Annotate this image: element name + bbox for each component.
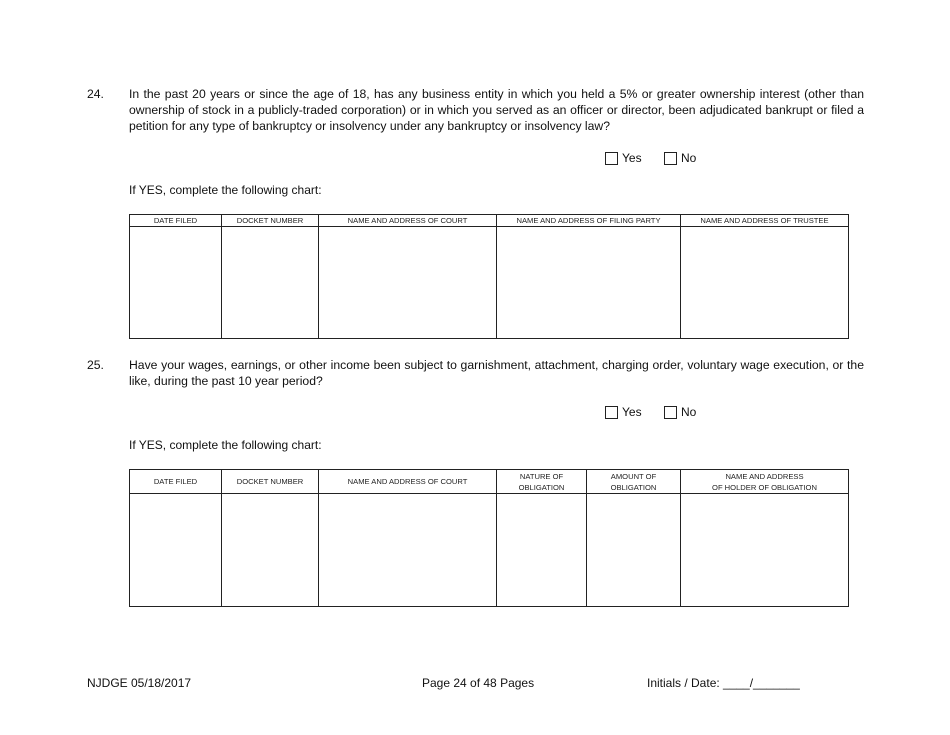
question-25-number: 25. [87,358,104,372]
question-24-if-yes-instruction: If YES, complete the following chart: [129,183,322,197]
table-row [130,227,849,339]
q25-cell-court[interactable] [319,494,497,607]
q24-cell-date-filed[interactable] [130,227,222,339]
q25-cell-docket-number[interactable] [222,494,319,607]
question-24-no-label: No [681,151,697,165]
question-24-chart [129,214,849,339]
question-24-yes-option[interactable] [605,151,642,165]
q25-cell-holder[interactable] [681,494,849,607]
q24-col-court: NAME AND ADDRESS OF COURT [319,215,497,227]
question-24-text: In the past 20 years or since the age of 18, has any business entity in which you held a 5% or greater ownership interest (other than ownership of stock in a publicly-traded corporation) or in which you served as an officer or director, been adjudicated bankrupt or filed a petition for any type of bankruptcy or insolvency under any bankruptcy or insolvency law? [129,87,864,133]
q25-col-court: NAME AND ADDRESS OF COURT [319,470,497,494]
question-25-no-label: No [681,405,697,419]
question-24 [0,86,950,136]
question-24-no-checkbox[interactable] [664,152,677,165]
question-25 [0,357,950,391]
q25-cell-date-filed[interactable] [130,494,222,607]
q24-cell-docket-number[interactable] [222,227,319,339]
q24-col-filing-party: NAME AND ADDRESS OF FILING PARTY [497,215,681,227]
footer-page-number: Page 24 of 48 Pages [422,676,535,690]
q25-col-amount-of-obligation: AMOUNT OF OBLIGATION [587,470,681,494]
q24-cell-filing-party[interactable] [497,227,681,339]
q24-cell-trustee[interactable] [681,227,849,339]
question-25-no-option[interactable] [664,405,696,419]
question-24-no-option[interactable] [664,151,696,165]
footer-form-id: NJDGE 05/18/2017 [87,676,192,690]
q24-col-docket-number: DOCKET NUMBER [222,215,319,227]
question-25-if-yes-instruction: If YES, complete the following chart: [129,438,322,452]
question-25-yes-option[interactable] [605,405,642,419]
q25-cell-amount[interactable] [587,494,681,607]
table-row [130,494,849,607]
q25-col-nature-of-obligation: NATURE OF OBLIGATION [497,470,587,494]
question-25-no-checkbox[interactable] [664,406,677,419]
question-25-yes-label: Yes [622,405,642,419]
q24-cell-court[interactable] [319,227,497,339]
question-25-text: Have your wages, earnings, or other income been subject to garnishment, attachment, charging order, voluntary wage execution, or the like, during the past 10 year period? [129,358,864,388]
q25-cell-nature[interactable] [497,494,587,607]
q25-col-docket-number: DOCKET NUMBER [222,470,319,494]
footer-initials-date: Initials / Date: ____/_______ [647,676,800,690]
q25-col-date-filed: DATE FILED [130,470,222,494]
question-24-yes-checkbox[interactable] [605,152,618,165]
question-25-chart [129,469,849,607]
question-24-number: 24. [87,87,104,101]
q24-col-date-filed: DATE FILED [130,215,222,227]
question-25-yes-checkbox[interactable] [605,406,618,419]
q24-col-trustee: NAME AND ADDRESS OF TRUSTEE [681,215,849,227]
q25-col-holder-of-obligation: NAME AND ADDRESS OF HOLDER OF OBLIGATION [681,470,849,494]
question-24-yes-label: Yes [622,151,642,165]
